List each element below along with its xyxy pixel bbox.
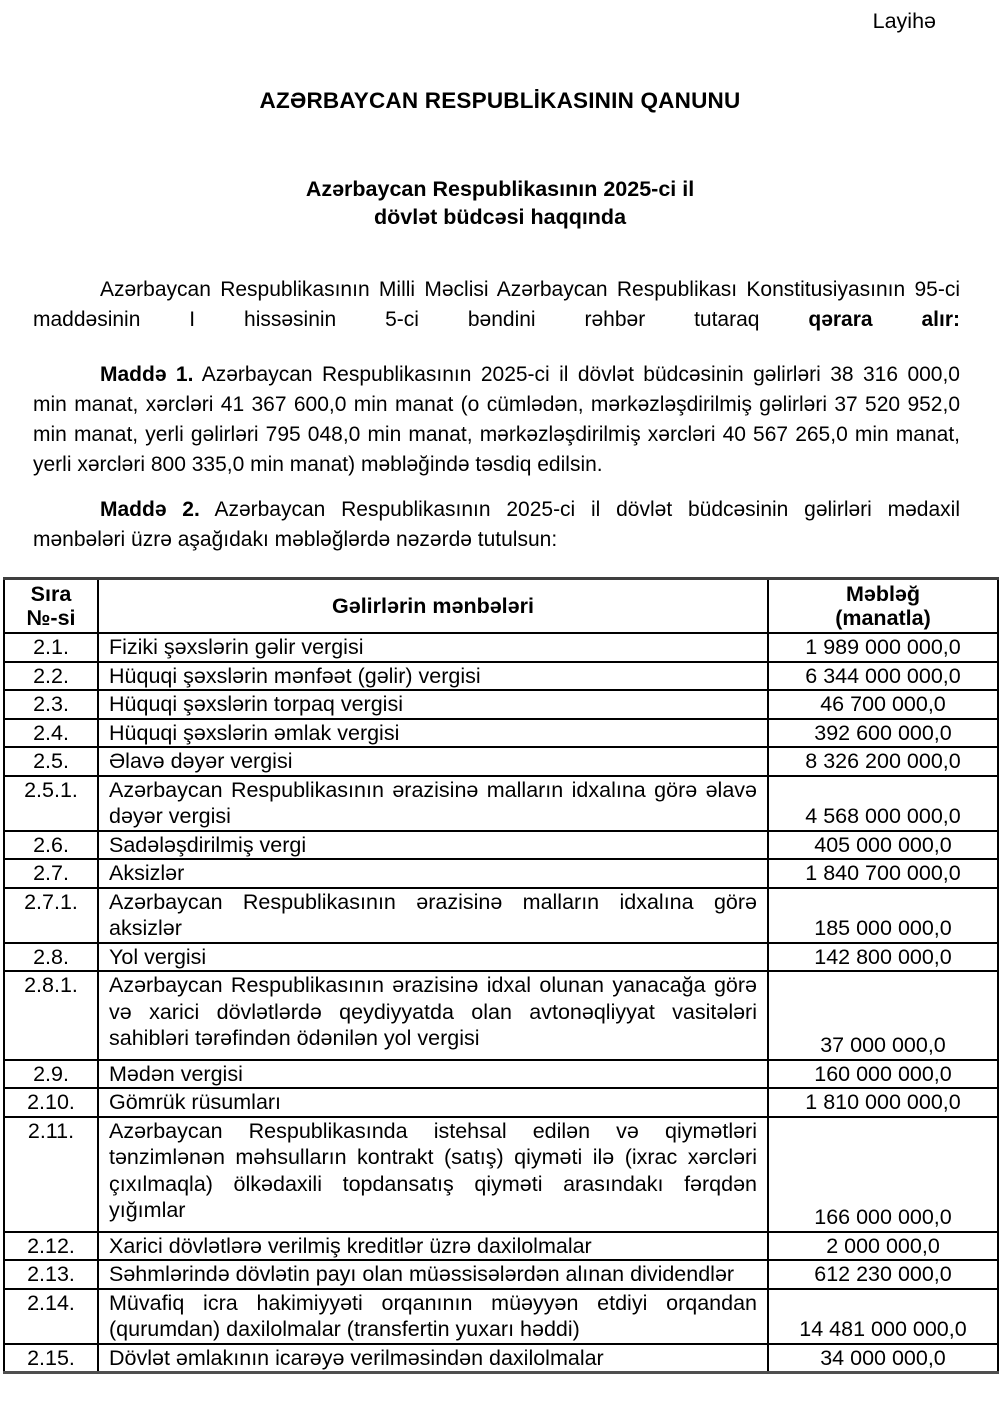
row-amount-cell: 612 230 000,0: [768, 1260, 998, 1289]
article-2-text: Azərbaycan Respublikasının 2025-ci il dövlət büdcəsinin gəlirləri mədaxil mənbələri üzrə aşağıdakı məbləğlərdə nəzərdə tutulsun:: [33, 498, 960, 551]
row-amount-cell: 4 568 000 000,0: [768, 776, 998, 831]
row-amount-cell: 46 700 000,0: [768, 690, 998, 719]
row-amount-cell: 2 000 000,0: [768, 1232, 998, 1261]
row-number-cell: 2.5.1.: [4, 776, 98, 831]
row-source-cell: Fiziki şəxslərin gəlir vergisi: [98, 633, 768, 662]
table-header-number-line1: Sıra: [30, 582, 72, 606]
row-source-cell: Azərbaycan Respublikasında istehsal edilən və qiymətləri tənzimlənən məhsulların kontrakt (satış) qiyməti ilə (ixrac xərcləri çıxılmaqla) ölkədaxili topdansatış qiyməti arasındakı fərqdən yığımlar: [98, 1117, 768, 1232]
row-source-cell: Sadələşdirilmiş vergi: [98, 831, 768, 860]
table-header-amount: [768, 579, 998, 634]
row-number-cell: 2.4.: [4, 719, 98, 748]
table-row: [4, 1289, 998, 1344]
row-amount-cell: 185 000 000,0: [768, 888, 998, 943]
row-number-cell: 2.7.: [4, 859, 98, 888]
row-number-cell: 2.11.: [4, 1117, 98, 1232]
row-amount-cell: 142 800 000,0: [768, 943, 998, 972]
table-header-amount-line2: (manatla): [835, 606, 931, 630]
article-2-paragraph: [33, 495, 960, 555]
revenue-table-body: [4, 633, 998, 1373]
row-amount-cell: 1 989 000 000,0: [768, 633, 998, 662]
table-header-number: [4, 579, 98, 634]
table-row: [4, 1232, 998, 1261]
row-amount-cell: 1 840 700 000,0: [768, 859, 998, 888]
row-number-cell: 2.8.: [4, 943, 98, 972]
article-1-text: Azərbaycan Respublikasının 2025-ci il dövlət büdcəsinin gəlirləri 38 316 000,0 min manat, xərcləri 41 367 600,0 min manat (o cümlədən, mərkəzləşdirilmiş gəlirləri 37 520 952,0 min manat, yerli gəlirləri 795 048,0 min manat, mərkəzləşdirilmiş xərcləri 40 567 265,0 min manat, yerli xərcləri 800 335,0 min manat) məbləğində təsdiq edilsin.: [33, 363, 960, 476]
table-row: [4, 633, 998, 662]
table-row: [4, 943, 998, 972]
row-amount-cell: 392 600 000,0: [768, 719, 998, 748]
row-number-cell: 2.2.: [4, 662, 98, 691]
row-source-cell: Azərbaycan Respublikasının ərazisinə malların idxalına görə aksizlər: [98, 888, 768, 943]
table-header-sources: Gəlirlərin mənbələri: [98, 579, 768, 634]
row-source-cell: Mədən vergisi: [98, 1060, 768, 1089]
table-row: [4, 831, 998, 860]
row-source-cell: Əlavə dəyər vergisi: [98, 747, 768, 776]
document-subtitle-line2: dövlət büdcəsi haqqında: [373, 205, 627, 229]
table-row: [4, 1117, 998, 1232]
row-number-cell: 2.5.: [4, 747, 98, 776]
row-source-cell: Azərbaycan Respublikasının ərazisinə idxal olunan yanacağa görə və xarici dövlətlərdə qeydiyyatda olan avtonəqliyyat vasitələri sahibləri tərəfindən ödənilən yol vergisi: [98, 971, 768, 1060]
row-source-cell: Dövlət əmlakının icarəyə verilməsindən daxilolmalar: [98, 1344, 768, 1373]
table-row: [4, 888, 998, 943]
table-row: [4, 747, 998, 776]
row-amount-cell: 6 344 000 000,0: [768, 662, 998, 691]
row-number-cell: 2.10.: [4, 1088, 98, 1117]
row-number-cell: 2.6.: [4, 831, 98, 860]
table-row: [4, 1344, 998, 1373]
table-row: [4, 776, 998, 831]
row-source-cell: Hüquqi şəxslərin mənfəət (gəlir) vergisi: [98, 662, 768, 691]
row-source-cell: Yol vergisi: [98, 943, 768, 972]
row-number-cell: 2.7.1.: [4, 888, 98, 943]
row-amount-cell: 160 000 000,0: [768, 1060, 998, 1089]
row-source-cell: Azərbaycan Respublikasının ərazisinə malların idxalına görə əlavə dəyər vergisi: [98, 776, 768, 831]
preamble-decision-phrase: qərara alır:: [808, 308, 960, 331]
table-header-row: [4, 579, 998, 634]
revenue-table: [3, 577, 999, 1374]
article-1-paragraph: [33, 360, 960, 480]
draft-tag: Layihə: [872, 9, 936, 33]
row-amount-cell: 8 326 200 000,0: [768, 747, 998, 776]
row-source-cell: Hüquqi şəxslərin torpaq vergisi: [98, 690, 768, 719]
row-source-cell: Gömrük rüsumları: [98, 1088, 768, 1117]
row-number-cell: 2.9.: [4, 1060, 98, 1089]
table-row: [4, 971, 998, 1060]
table-row: [4, 1088, 998, 1117]
table-row: [4, 719, 998, 748]
row-amount-cell: 37 000 000,0: [768, 971, 998, 1060]
row-number-cell: 2.3.: [4, 690, 98, 719]
row-number-cell: 2.15.: [4, 1344, 98, 1373]
preamble-paragraph: [33, 275, 960, 335]
row-source-cell: Hüquqi şəxslərin əmlak vergisi: [98, 719, 768, 748]
table-row: [4, 1260, 998, 1289]
row-amount-cell: 166 000 000,0: [768, 1117, 998, 1232]
row-number-cell: 2.1.: [4, 633, 98, 662]
preamble-text: Azərbaycan Respublikasının Milli Məclisi Azərbaycan Respublikası Konstitusiyasının 95-ci maddəsinin I hissəsinin 5-ci bəndini rəhbər tutaraq: [33, 278, 960, 331]
row-number-cell: 2.14.: [4, 1289, 98, 1344]
row-source-cell: Aksizlər: [98, 859, 768, 888]
row-source-cell: Müvafiq icra hakimiyyəti orqanının müəyyən etdiyi orqandan (qurumdan) daxilolmalar (transfertin yuxarı həddi): [98, 1289, 768, 1344]
document-title: AZƏRBAYCAN RESPUBLİKASININ QANUNU: [259, 88, 741, 113]
document-subtitle-line1: Azərbaycan Respublikasının 2025-ci il: [305, 177, 695, 201]
row-amount-cell: 14 481 000 000,0: [768, 1289, 998, 1344]
table-row: [4, 859, 998, 888]
row-number-cell: 2.13.: [4, 1260, 98, 1289]
table-row: [4, 1060, 998, 1089]
article-2-label: Maddə 2.: [100, 498, 200, 521]
table-header-number-line2: №-si: [26, 606, 76, 630]
table-row: [4, 690, 998, 719]
row-amount-cell: 34 000 000,0: [768, 1344, 998, 1373]
row-number-cell: 2.12.: [4, 1232, 98, 1261]
row-source-cell: Xarici dövlətlərə verilmiş kreditlər üzrə daxilolmalar: [98, 1232, 768, 1261]
row-source-cell: Səhmlərində dövlətin payı olan müəssisələrdən alınan dividendlər: [98, 1260, 768, 1289]
document-subtitle: [0, 175, 1000, 231]
article-1-label: Maddə 1.: [100, 363, 194, 386]
row-number-cell: 2.8.1.: [4, 971, 98, 1060]
row-amount-cell: 1 810 000 000,0: [768, 1088, 998, 1117]
table-header-amount-line1: Məbləğ: [845, 582, 921, 606]
row-amount-cell: 405 000 000,0: [768, 831, 998, 860]
table-row: [4, 662, 998, 691]
